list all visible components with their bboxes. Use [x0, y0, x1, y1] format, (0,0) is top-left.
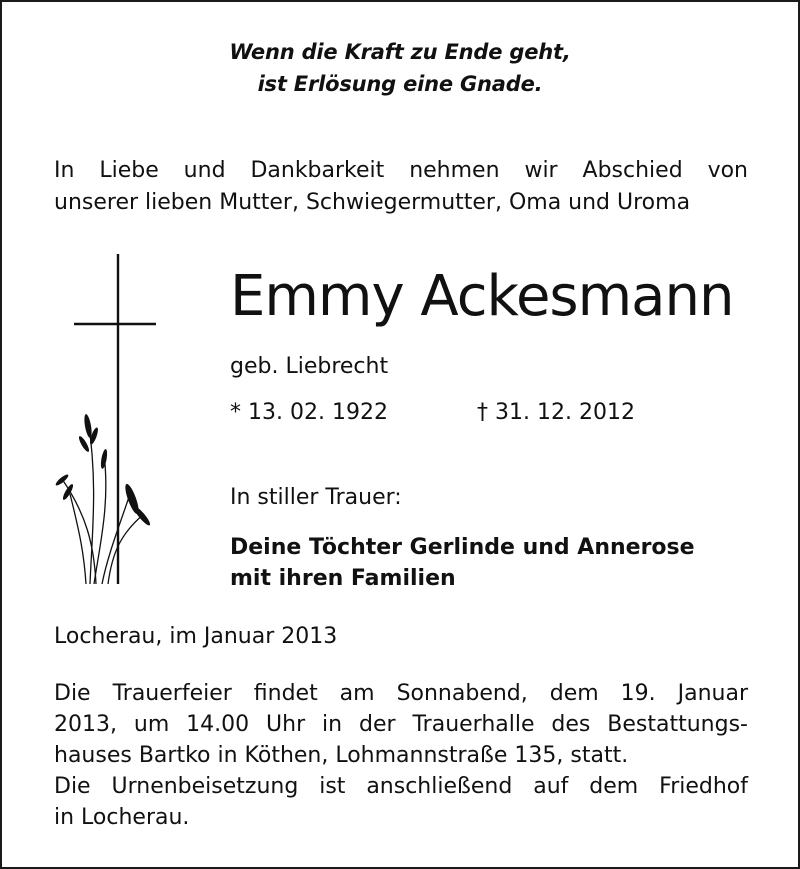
deceased-name: Emmy Ackesmann — [230, 264, 734, 329]
family-line-1: Deine Töchter Gerlinde und Annerose — [230, 535, 695, 560]
birth-date: * 13. 02. 1922 — [230, 400, 388, 425]
service-line-3: hauses Bartko in Köthen, Lohmannstraße 135, statt. — [54, 743, 629, 768]
family-signature — [230, 532, 695, 594]
intro-line-1: In Liebe und Dankbarkeit nehmen wir Abschied von — [54, 158, 748, 183]
place-and-date: Locherau, im Januar 2013 — [54, 624, 338, 649]
service-line-4: Die Urnenbeisetzung ist anschließend auf dem Friedhof — [54, 774, 748, 799]
death-date: † 31. 12. 2012 — [477, 400, 635, 425]
motto-line-2: ist Erlösung eine Gnade. — [257, 72, 543, 96]
service-line-1: Die Trauerfeier findet am Sonnabend, dem 19. Januar — [54, 681, 748, 706]
mourning-heading: In stiller Trauer: — [230, 485, 402, 510]
maiden-name: geb. Liebrecht — [230, 354, 389, 379]
service-line-2: 2013, um 14.00 Uhr in der Trauerhalle des Bestattungs- — [54, 712, 748, 737]
cross-with-wheat-icon — [50, 254, 160, 598]
family-line-2: mit ihren Familien — [230, 566, 456, 591]
intro-line-2: unserer lieben Mutter, Schwiegermutter, Oma und Uroma — [54, 190, 691, 215]
motto-line-1: Wenn die Kraft zu Ende geht, — [229, 40, 571, 64]
service-line-5: in Locherau. — [54, 805, 190, 830]
